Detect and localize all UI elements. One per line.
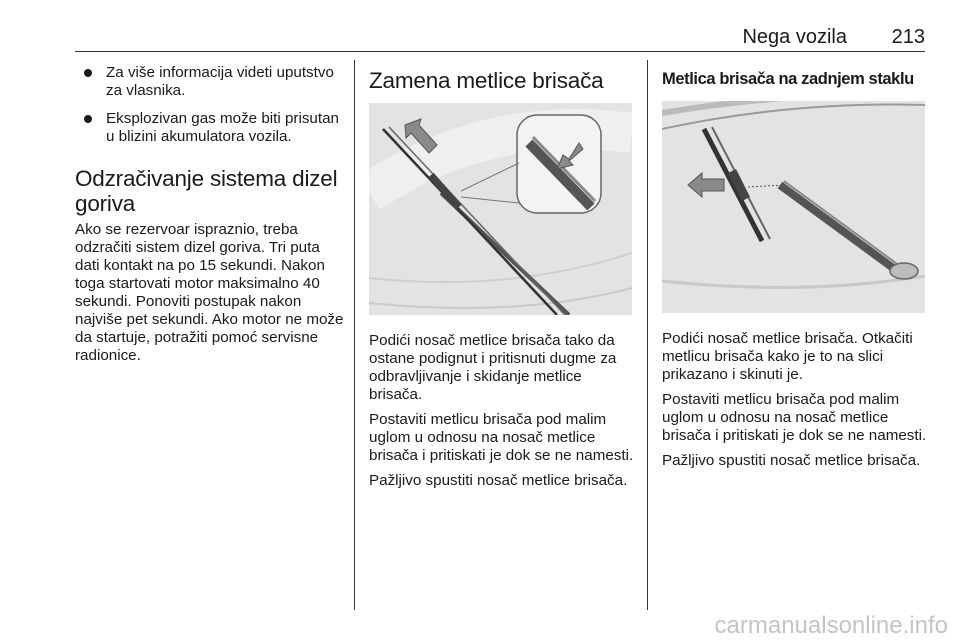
- list-item: [75, 64, 345, 100]
- list-item-text: Za više informacija videti uputstvo za vlasnika.: [106, 64, 334, 99]
- paragraph: Pažljivo spustiti nosač metlice brisača.: [369, 472, 628, 489]
- windshield-wiper-illustration: [369, 103, 632, 315]
- column-left: [75, 64, 345, 372]
- rear-wiper-icon: [662, 101, 925, 313]
- column-middle: [369, 64, 634, 497]
- list-item-text: Eksplozivan gas može biti prisutan u blizini akumulatora vozila.: [106, 110, 339, 145]
- section-heading-wiper: Zamena metlice brisača: [369, 68, 604, 93]
- page-number: 213: [891, 26, 925, 48]
- windshield-wiper-icon: [369, 103, 632, 315]
- paragraph: Postaviti metlicu brisača pod malim uglom u odnosu na nosač metlice brisača i pritiskati je dok se ne namesti.: [369, 411, 634, 464]
- section-heading-diesel: Odzračivanje sistema dizel goriva: [75, 166, 338, 216]
- list-item: [75, 110, 345, 146]
- page-header: [75, 18, 925, 52]
- section-heading-rear-wiper: Metlica brisača na zadnjem staklu: [662, 70, 914, 88]
- bullet-icon: [84, 69, 92, 77]
- paragraph: Postaviti metlicu brisača pod malim uglom u odnosu na nosač metlice brisača i pritiskati je dok se ne namesti.: [662, 391, 927, 444]
- bullet-list: [75, 64, 345, 146]
- bullet-icon: [84, 115, 92, 123]
- header-title: Nega vozila: [742, 26, 847, 48]
- watermark: carmanualsonline.info: [714, 612, 948, 639]
- column-right: [662, 64, 930, 477]
- column-divider: [354, 60, 355, 610]
- column-divider: [647, 60, 648, 610]
- paragraph: Pažljivo spustiti nosač metlice brisača.: [662, 452, 921, 469]
- paragraph: Ako se rezervoar ispraznio, treba odzračiti sistem dizel goriva. Tri puta dati kontakt na po 15 sekundi. Nakon toga startovati motor maksimalno 40 sekundi. Ponoviti postupak nakon najviše pet sekundi. Ako motor ne može da startuje, potražiti pomoć servisne radionice.: [75, 221, 344, 364]
- rear-wiper-illustration: [662, 101, 925, 313]
- paragraph: Podići nosač metlice brisača. Otkačiti metlicu brisača kako je to na slici prikazano i skinuti je.: [662, 330, 913, 383]
- paragraph: Podići nosač metlice brisača tako da ostane podignut i pritisnuti dugme za odbravljivanje i skidanje metlice brisača.: [369, 332, 617, 403]
